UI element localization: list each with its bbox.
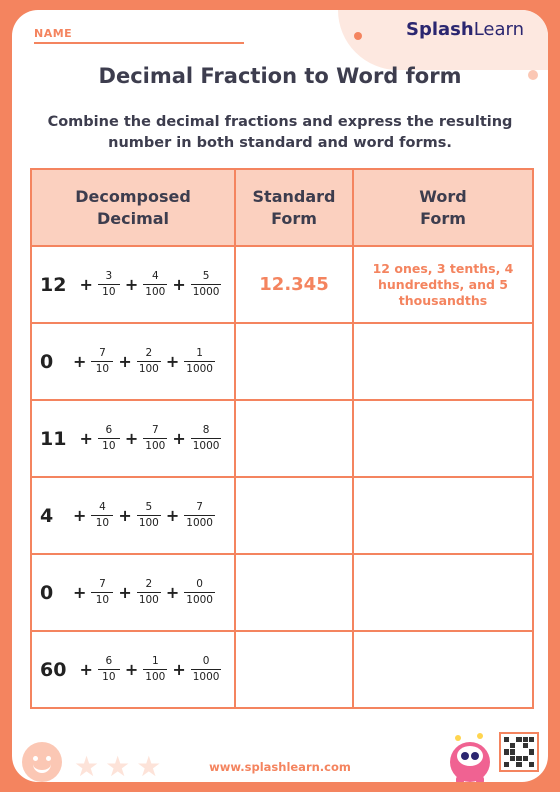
fraction-bar — [191, 669, 222, 671]
whole-number: 4 — [40, 504, 54, 527]
whole-number: 0 — [40, 581, 54, 604]
decomposed-cell — [31, 246, 235, 323]
standard-form-cell[interactable]: 12.345 — [235, 246, 353, 323]
plus-sign: + — [165, 583, 180, 602]
worksheet — [12, 10, 548, 782]
worksheet-table — [30, 168, 534, 709]
numerator: 1 — [196, 346, 203, 359]
plus-sign: + — [124, 429, 139, 448]
plus-sign: + — [172, 429, 186, 448]
denominator: 100 — [138, 363, 159, 376]
fraction-tenths — [98, 655, 120, 685]
fraction-bar — [91, 592, 113, 594]
numerator: 7 — [99, 577, 106, 590]
numerator: 8 — [202, 423, 210, 436]
fraction-bar — [137, 515, 161, 517]
denominator: 100 — [145, 671, 166, 684]
decomposed-cell — [31, 400, 235, 477]
denominator: 1000 — [186, 594, 213, 607]
instructions: Combine the decimal fractions and express the resulting number in both standard and word forms. — [47, 114, 513, 151]
denominator: 10 — [102, 440, 116, 453]
fraction-thousandths — [184, 347, 215, 377]
denominator: 100 — [145, 286, 166, 299]
plus-sign: + — [73, 352, 87, 371]
fraction-bar — [184, 592, 215, 594]
fraction-hundredths — [137, 501, 161, 531]
header-word: Word Form — [353, 169, 533, 246]
numerator: 5 — [145, 500, 153, 513]
plus-sign: + — [124, 660, 139, 679]
fraction-hundredths — [143, 424, 167, 454]
plus-sign: + — [118, 506, 132, 525]
decomposed-cell — [31, 323, 235, 400]
plus-sign: + — [73, 506, 87, 525]
decor-dot — [354, 32, 362, 40]
numerator: 4 — [151, 269, 159, 282]
fraction-thousandths — [184, 501, 215, 531]
table-row — [31, 631, 533, 708]
fraction-bar — [98, 438, 120, 440]
denominator: 100 — [145, 440, 166, 453]
table-row — [31, 554, 533, 631]
denominator: 10 — [95, 517, 110, 530]
fraction-bar — [184, 515, 215, 517]
plus-sign: + — [118, 352, 132, 371]
plus-sign: + — [79, 660, 93, 679]
decomposed-expression — [32, 270, 234, 300]
fraction-tenths — [91, 578, 113, 608]
fraction-hundredths — [143, 270, 167, 300]
numerator: 2 — [145, 577, 153, 590]
whole-number: 12 — [40, 273, 67, 296]
decomposed-expression — [32, 655, 234, 685]
decomposed-cell — [31, 554, 235, 631]
plus-sign: + — [172, 660, 186, 679]
footer-url[interactable]: www.splashlearn.com — [209, 760, 351, 774]
denominator: 100 — [138, 517, 159, 530]
denominator: 100 — [138, 594, 159, 607]
numerator: 2 — [145, 346, 153, 359]
whole-number: 11 — [40, 427, 67, 450]
numerator: 7 — [151, 423, 159, 436]
word-form-cell[interactable] — [353, 400, 533, 477]
plus-sign: + — [165, 352, 180, 371]
denominator: 1000 — [186, 517, 213, 530]
fraction-tenths — [91, 347, 113, 377]
fraction-bar — [98, 284, 120, 286]
denominator: 1000 — [186, 363, 213, 376]
fraction-bar — [143, 438, 167, 440]
fraction-thousandths — [184, 578, 215, 608]
table-row — [31, 246, 533, 323]
fraction-bar — [91, 361, 113, 363]
standard-form-cell[interactable] — [235, 477, 353, 554]
decomposed-expression — [32, 424, 234, 454]
fraction-hundredths — [137, 578, 161, 608]
brand-logo-light: Learn — [473, 19, 525, 40]
fraction-bar — [191, 284, 222, 286]
name-label: NAME — [34, 27, 73, 40]
decomposed-expression — [32, 578, 234, 608]
table-header-row — [31, 169, 533, 246]
header-decomposed: Decomposed Decimal — [31, 169, 235, 246]
fraction-tenths — [91, 501, 113, 531]
denominator: 10 — [102, 671, 116, 684]
fraction-bar — [143, 284, 167, 286]
word-form-cell[interactable]: 12 ones, 3 tenths, 4 hundredths, and 5 thousandths — [353, 246, 533, 323]
plus-sign: + — [79, 429, 93, 448]
fraction-thousandths — [191, 270, 222, 300]
numerator: 4 — [99, 500, 106, 513]
standard-form-cell[interactable] — [235, 323, 353, 400]
name-input-line[interactable] — [34, 42, 244, 44]
whole-number: 60 — [40, 658, 67, 681]
denominator: 10 — [95, 594, 110, 607]
denominator: 10 — [95, 363, 110, 376]
fraction-bar — [91, 515, 113, 517]
star-icon: ★★★ — [74, 750, 168, 782]
fraction-hundredths — [137, 347, 161, 377]
fraction-bar — [191, 438, 222, 440]
fraction-tenths — [98, 424, 120, 454]
plus-sign: + — [124, 275, 139, 294]
standard-form-cell[interactable] — [235, 631, 353, 708]
plus-sign: + — [118, 583, 132, 602]
numerator: 7 — [99, 346, 106, 359]
plus-sign: + — [165, 506, 180, 525]
fraction-bar — [137, 361, 161, 363]
brand-logo-bold: Splash — [406, 19, 474, 40]
word-form-cell[interactable] — [353, 477, 533, 554]
mascot-icon — [444, 726, 496, 782]
plus-sign: + — [172, 275, 186, 294]
page-title: Decimal Fraction to Word form — [98, 64, 462, 88]
numerator: 0 — [196, 577, 203, 590]
table-row — [31, 477, 533, 554]
decomposed-cell — [31, 631, 235, 708]
qr-code-icon — [499, 732, 539, 772]
numerator: 0 — [202, 654, 210, 667]
plus-sign: + — [79, 275, 93, 294]
denominator: 1000 — [192, 440, 220, 453]
fraction-tenths — [98, 270, 120, 300]
standard-form-cell[interactable] — [235, 400, 353, 477]
whole-number: 0 — [40, 350, 54, 373]
denominator: 10 — [102, 286, 116, 299]
denominator: 1000 — [192, 671, 220, 684]
denominator: 1000 — [192, 286, 220, 299]
numerator: 6 — [105, 654, 113, 667]
decomposed-expression — [32, 501, 234, 531]
fraction-bar — [143, 669, 167, 671]
standard-form-cell[interactable] — [235, 554, 353, 631]
fraction-thousandths — [191, 655, 222, 685]
table-row — [31, 323, 533, 400]
decomposed-cell — [31, 477, 235, 554]
fraction-bar — [98, 669, 120, 671]
brand-logo — [406, 19, 524, 40]
word-form-cell[interactable] — [353, 323, 533, 400]
numerator: 3 — [105, 269, 113, 282]
word-form-cell[interactable] — [353, 631, 533, 708]
table-row — [31, 400, 533, 477]
decomposed-expression — [32, 347, 234, 377]
fraction-thousandths — [191, 424, 222, 454]
numerator: 7 — [196, 500, 203, 513]
numerator: 6 — [105, 423, 113, 436]
numerator: 5 — [202, 269, 210, 282]
fraction-hundredths — [143, 655, 167, 685]
word-form-cell[interactable] — [353, 554, 533, 631]
plus-sign: + — [73, 583, 87, 602]
header-standard: Standard Form — [235, 169, 353, 246]
fraction-bar — [184, 361, 215, 363]
fraction-bar — [137, 592, 161, 594]
numerator: 1 — [151, 654, 159, 667]
